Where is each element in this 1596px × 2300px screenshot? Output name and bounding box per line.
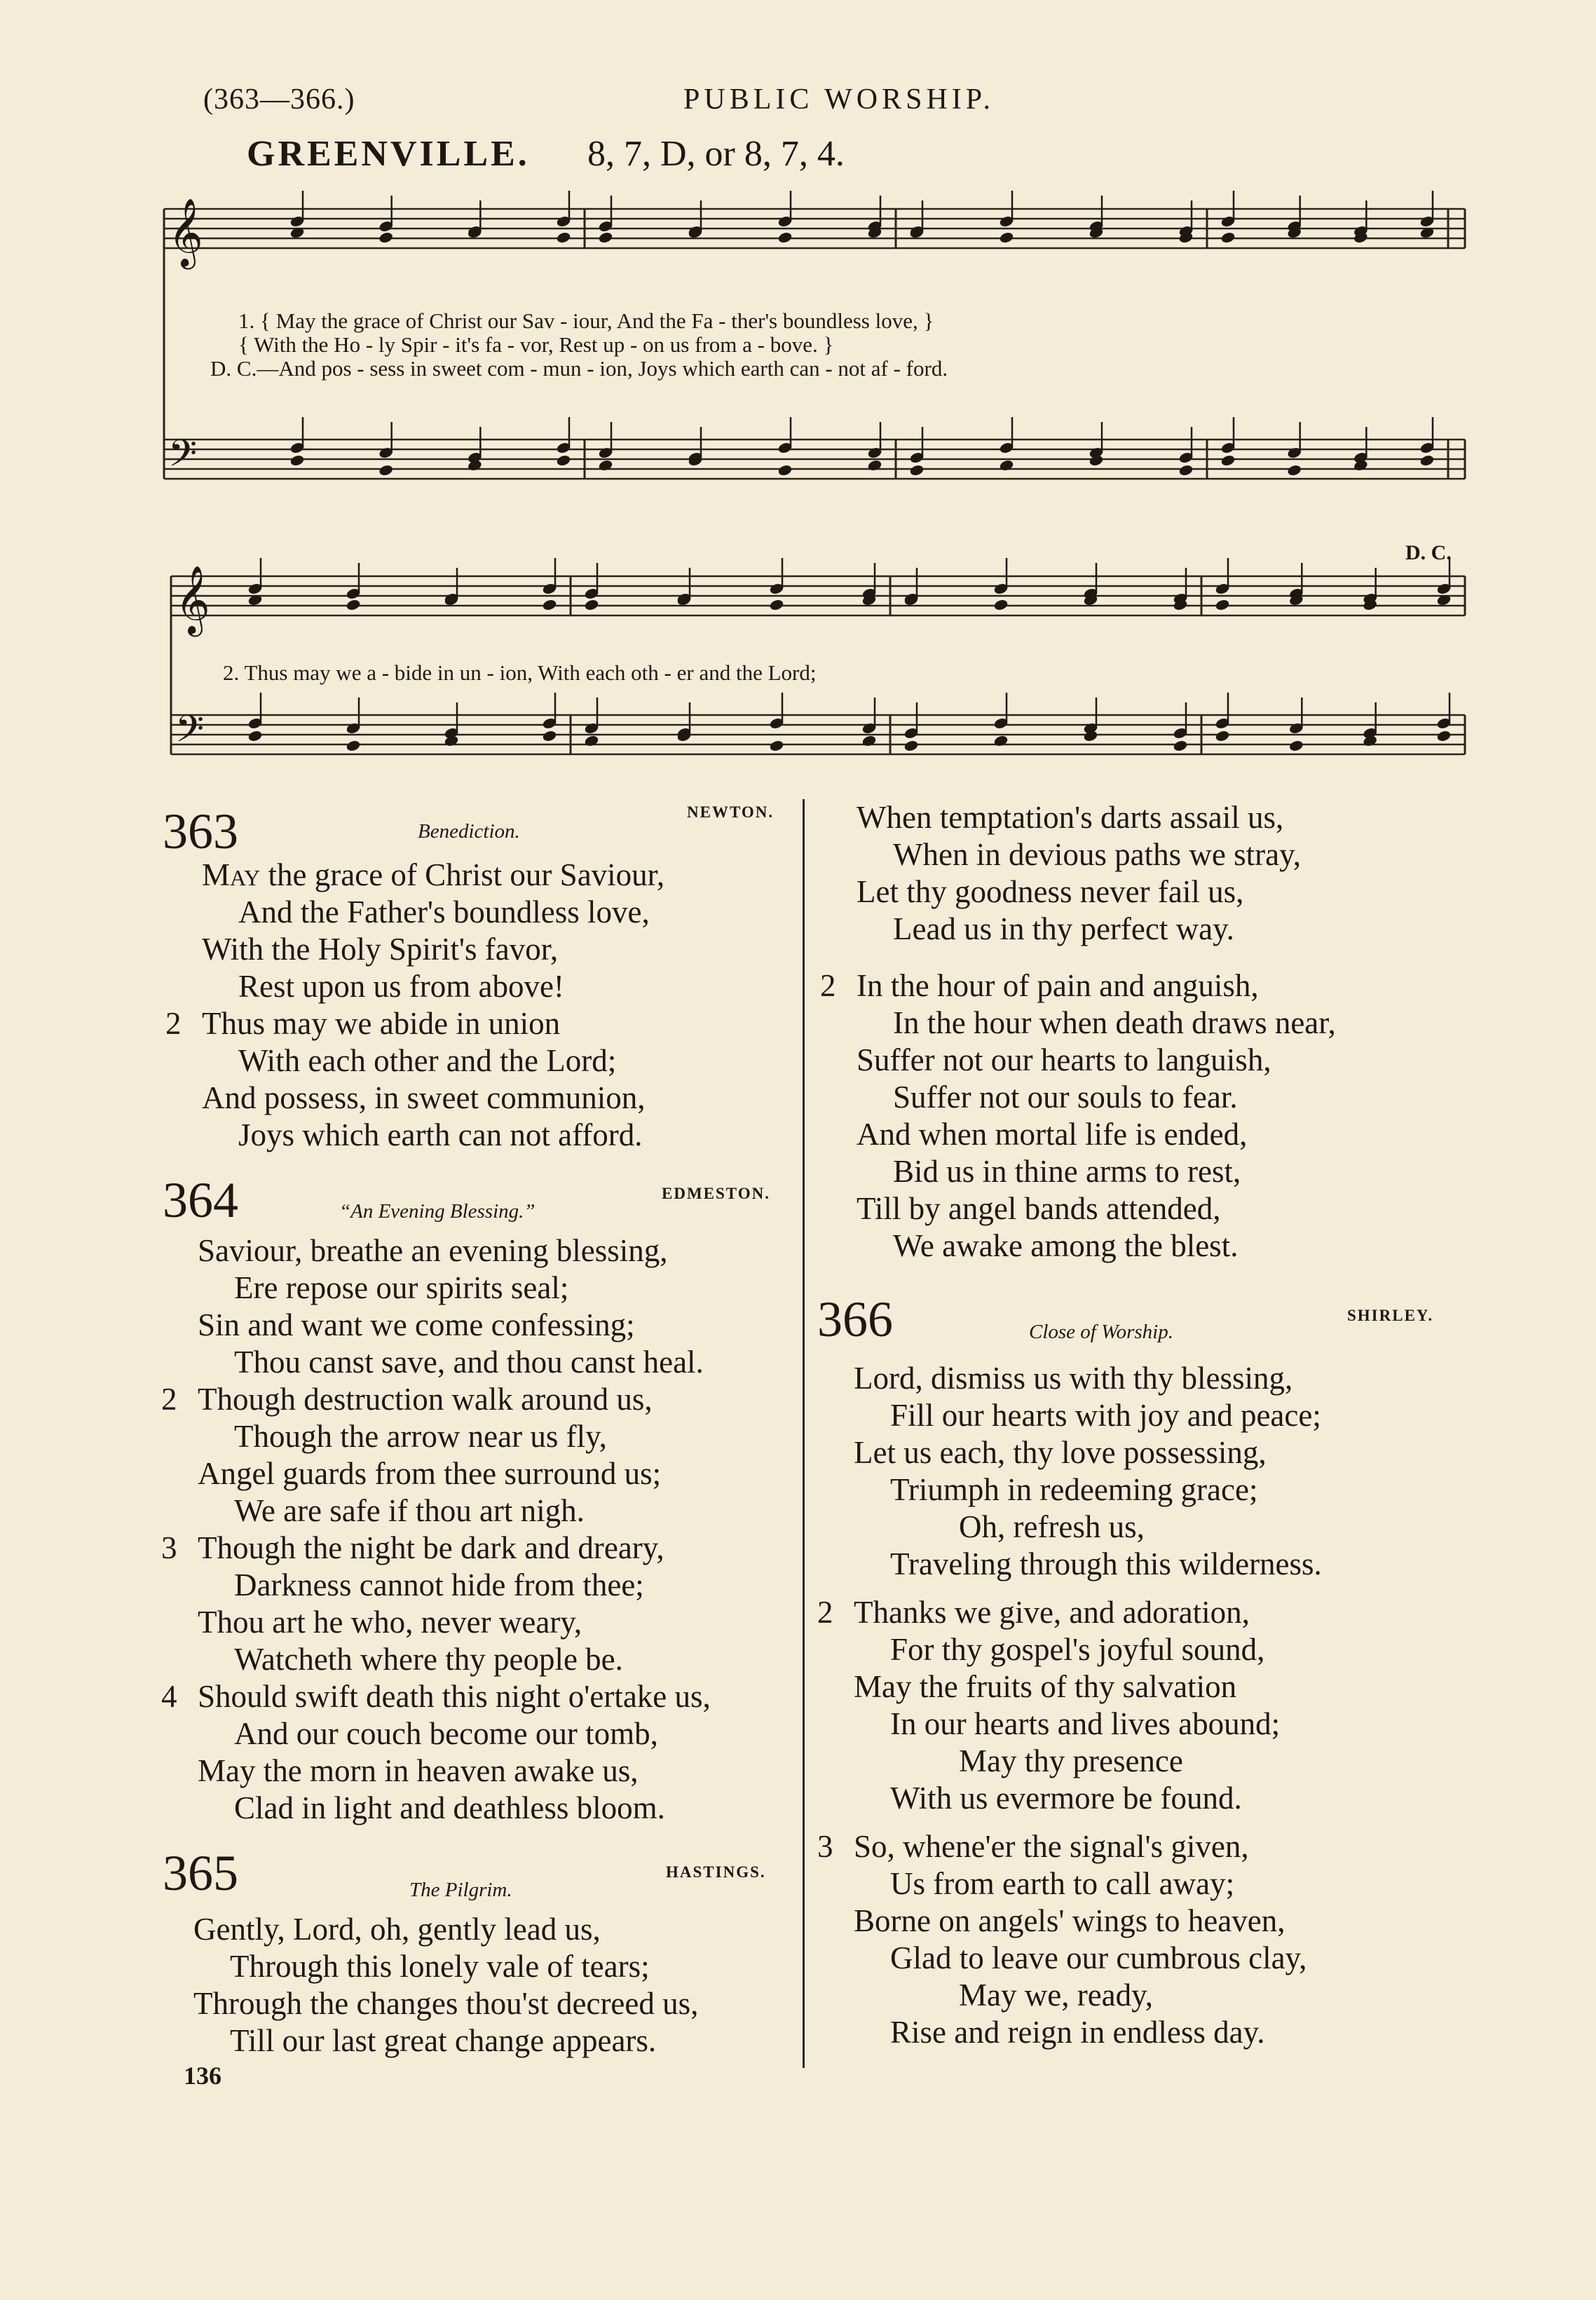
note-head	[993, 599, 1008, 611]
column-divider	[803, 799, 805, 2068]
note-head	[1220, 454, 1235, 466]
poem-line: Thou art he who, never weary,	[198, 1605, 582, 1640]
poem-line: Till by angel bands attended,	[857, 1191, 1221, 1226]
hymn-text	[817, 1360, 1322, 2051]
tune-meter: 8, 7, D, or 8, 7, 4.	[587, 134, 845, 174]
hymn-title: The Pilgrim.	[409, 1879, 512, 1901]
note-head	[777, 231, 792, 243]
stanza-number: 2	[161, 1382, 177, 1417]
poem-line: And possess, in sweet communion,	[202, 1080, 646, 1115]
hymn-text-continued	[820, 799, 1336, 1265]
poem-line: In our hearts and lives abound;	[890, 1706, 1281, 1741]
poem-line: May the morn in heaven awake us,	[198, 1753, 639, 1788]
stanza-number: 2	[817, 1595, 833, 1630]
note-head	[1215, 599, 1229, 611]
poem-line: Thus may we abide in union	[202, 1006, 561, 1041]
music-score	[161, 182, 1479, 785]
hymn-text	[193, 1911, 698, 2060]
poem-line: When temptation's darts assail us,	[857, 800, 1284, 835]
poem-line: Borne on angels' wings to heaven,	[854, 1903, 1285, 1938]
note-head	[378, 231, 393, 243]
note-head	[1215, 730, 1229, 742]
note-head	[556, 231, 571, 243]
poem-line: In the hour of pain and anguish,	[857, 968, 1259, 1003]
stanza-number: 3	[161, 1530, 177, 1565]
poem-line: Let thy goodness never fail us,	[857, 874, 1244, 909]
poem-line: Suffer not our souls to fear.	[893, 1080, 1238, 1115]
note-head	[598, 231, 613, 243]
note-head	[1289, 740, 1304, 751]
page-range: (363—366.)	[203, 83, 355, 116]
hymn-text	[165, 857, 665, 1154]
hymn-text	[161, 1232, 711, 1827]
poem-line: With each other and the Lord;	[238, 1043, 617, 1078]
stanza-number: 4	[161, 1679, 177, 1714]
poem-line: May the grace of Christ our Saviour,	[202, 857, 665, 892]
note-head	[1287, 464, 1302, 476]
note-head	[584, 599, 599, 611]
poem-line: Triumph in redeeming grace;	[890, 1472, 1258, 1507]
hymn-title: Close of Worship.	[1029, 1321, 1173, 1343]
poem-line: Darkness cannot hide from thee;	[234, 1567, 644, 1602]
poem-line: Oh, refresh us,	[959, 1509, 1145, 1544]
hymn-title: Benediction.	[418, 820, 520, 843]
hymn-number: 366	[817, 1291, 893, 1347]
dc-label: D. C.	[1405, 541, 1452, 564]
poem-line: So, whene'er the signal's given,	[854, 1829, 1249, 1864]
poem-line: Rise and reign in endless day.	[890, 2015, 1265, 2050]
hymn-tune-name: HASTINGS.	[666, 1863, 766, 1881]
poem-line: Though destruction walk around us,	[198, 1382, 653, 1417]
poem-line: Watcheth where thy people be.	[234, 1642, 623, 1677]
treble-clef-icon: 𝄞	[175, 565, 210, 634]
note-head	[556, 454, 571, 466]
note-head	[769, 599, 784, 611]
poem-line: May thy presence	[959, 1743, 1183, 1778]
poem-line: Glad to leave our cumbrous clay,	[890, 1940, 1307, 1975]
poem-line: Sin and want we come confessing;	[198, 1307, 635, 1342]
poem-line: Through the changes thou'st decreed us,	[193, 1986, 699, 2021]
poem-line: Though the arrow near us fly,	[234, 1419, 607, 1454]
bass-clef-icon: 𝄢	[175, 708, 205, 760]
note-head	[903, 740, 918, 751]
poem-line: Ere repose our spirits seal;	[234, 1270, 569, 1305]
verse-line-2: { With the Ho - ly Spir - it's fa - vor, Rest up - on us from a - bove. }	[238, 332, 834, 357]
poem-line: Bid us in thine arms to rest,	[893, 1154, 1241, 1189]
note-head	[378, 464, 393, 476]
poem-line: With us evermore be found.	[890, 1781, 1242, 1816]
poem-line: Till our last great change appears.	[230, 2023, 657, 2058]
poem-line: Clad in light and deathless bloom.	[234, 1790, 665, 1825]
running-head: PUBLIC WORSHIP.	[683, 83, 995, 116]
poem-line: We are safe if thou art nigh.	[234, 1493, 585, 1528]
hymn-number: 364	[163, 1172, 238, 1228]
poem-line: Though the night be dark and dreary,	[198, 1530, 664, 1565]
treble-clef-icon: 𝄞	[168, 198, 203, 266]
note-head	[999, 231, 1014, 243]
poem-line: For thy gospel's joyful sound,	[890, 1632, 1265, 1667]
page-number: 136	[184, 2062, 221, 2090]
poem-line: Let us each, thy love possessing,	[854, 1435, 1267, 1470]
poem-line: And the Father's boundless love,	[238, 894, 650, 930]
poem-line: Angel guards from thee surround us;	[198, 1456, 662, 1491]
stanza-number: 2	[165, 1006, 182, 1041]
poem-line: Rest upon us from above!	[238, 969, 564, 1004]
tune-name: GREENVILLE.	[247, 134, 530, 174]
poem-line: Fill our hearts with joy and peace;	[890, 1398, 1321, 1433]
hymn-tune-name: EDMESTON.	[662, 1185, 770, 1202]
stanza-number: 2	[820, 968, 836, 1003]
verse-line-1: 1. { May the grace of Christ our Sav - iour, And the Fa - ther's boundless love, }	[238, 308, 934, 333]
poem-line: Lord, dismiss us with thy blessing,	[854, 1361, 1293, 1396]
note-head	[1173, 740, 1187, 751]
bass-clef-icon: 𝄢	[168, 433, 198, 484]
poem-line: May the fruits of thy salvation	[854, 1669, 1237, 1704]
poem-line: Lead us in thy perfect way.	[893, 911, 1234, 946]
note-head	[1436, 730, 1451, 742]
note-head	[542, 599, 557, 611]
poem-line: Us from earth to call away;	[890, 1866, 1235, 1901]
poem-line: And when mortal life is ended,	[857, 1117, 1248, 1152]
note-head	[1220, 231, 1235, 243]
hymn-tune-name: NEWTON.	[687, 803, 775, 821]
poem-line: In the hour when death draws near,	[893, 1005, 1336, 1040]
note-head	[247, 730, 262, 742]
poem-line: When in devious paths we stray,	[893, 837, 1301, 872]
poem-line: Traveling through this wilderness.	[890, 1546, 1322, 1581]
note-head	[909, 464, 924, 476]
note-head	[769, 740, 784, 751]
poem-line: Joys which earth can not afford.	[238, 1117, 643, 1152]
poem-line: Through this lonely vale of tears;	[230, 1949, 650, 1984]
hymn-title: “An Evening Blessing.”	[339, 1200, 536, 1223]
poem-line: Thanks we give, and adoration,	[854, 1595, 1250, 1630]
verse-line-stanza2: 2. Thus may we a - bide in un - ion, With each oth - er and the Lord;	[223, 660, 817, 685]
note-head	[777, 464, 792, 476]
stanza-number: 3	[817, 1829, 833, 1864]
poem-line: Gently, Lord, oh, gently lead us,	[193, 1912, 601, 1947]
hymn-tune-name: SHIRLEY.	[1347, 1307, 1434, 1324]
poem-line: May we, ready,	[959, 1978, 1153, 2013]
poem-line-text: the grace of Christ our Saviour,	[268, 857, 665, 892]
note-head	[346, 599, 360, 611]
poem-line: Should swift death this night o'ertake us,	[198, 1679, 711, 1714]
poem-line: We awake among the blest.	[893, 1228, 1239, 1263]
note-head	[346, 740, 360, 751]
note-head	[289, 454, 304, 466]
poem-line: Saviour, breathe an evening blessing,	[198, 1233, 668, 1268]
poem-line: Thou canst save, and thou canst heal.	[234, 1345, 704, 1380]
poem-line: Suffer not our hearts to languish,	[857, 1042, 1271, 1077]
poem-line: And our couch become our tomb,	[234, 1716, 658, 1751]
note-head	[1419, 454, 1434, 466]
hymn-number: 365	[163, 1845, 238, 1901]
hymn-number: 363	[163, 803, 238, 859]
verse-line-dc: D. C.—And pos - sess in sweet com - mun - ion, Joys which earth can - not af - ford.	[210, 356, 948, 381]
note-head	[1178, 464, 1193, 476]
poem-line: With the Holy Spirit's favor,	[202, 932, 559, 967]
note-head	[542, 730, 557, 742]
